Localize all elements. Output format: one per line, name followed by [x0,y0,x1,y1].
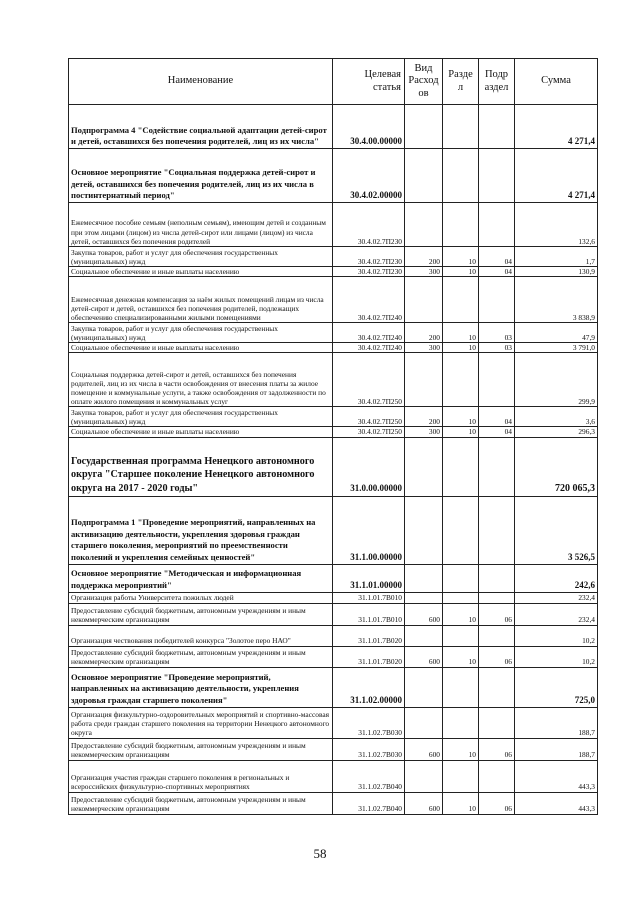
row-sum: 3 838,9 [515,277,598,323]
row-sum: 1,7 [515,247,598,267]
table-row [69,564,598,592]
row-sum: 232,4 [515,592,598,603]
row-name: Государственная программа Ненецкого автономного округа "Старшее поколение Ненецкого автономного округа на 2017 - 2020 годы" [69,437,333,496]
row-expense-type [405,564,443,592]
row-article: 30.4.02.00000 [333,149,405,203]
row-article: 30.4.02.7П240 [333,323,405,343]
row-article: 31.1.02.7В030 [333,738,405,760]
row-subsection [479,564,515,592]
row-article: 30.4.02.7П230 [333,203,405,247]
row-section: 10 [443,343,479,353]
table-row [69,323,598,343]
row-expense-type: 600 [405,738,443,760]
row-article: 30.4.02.7П230 [333,247,405,267]
row-subsection: 04 [479,267,515,277]
row-sum: 188,7 [515,738,598,760]
row-sum: 299,9 [515,353,598,407]
row-article: 30.4.02.7П250 [333,427,405,437]
row-name: Основное мероприятие "Социальная поддержка детей-сирот и детей, оставшихся без попечения родителей, лиц из их числа в постинтернатный период" [69,149,333,203]
table-row [69,277,598,323]
row-expense-type: 600 [405,646,443,667]
row-sum: 443,3 [515,760,598,792]
table-row [69,667,598,707]
table-row [69,343,598,353]
table-row [69,247,598,267]
row-section: 10 [443,792,479,814]
row-article: 31.1.01.00000 [333,564,405,592]
row-name: Основное мероприятие "Методическая и информационная поддержка мероприятий" [69,564,333,592]
row-subsection [479,496,515,564]
header-subsection: Подр аздел [479,59,515,105]
row-expense-type: 600 [405,792,443,814]
row-section [443,592,479,603]
row-subsection: 06 [479,792,515,814]
row-section [443,149,479,203]
row-subsection [479,353,515,407]
row-article: 30.4.02.7П230 [333,267,405,277]
row-sum: 3 526,5 [515,496,598,564]
row-subsection [479,437,515,496]
row-article: 30.4.02.7П240 [333,277,405,323]
row-sum: 3,6 [515,407,598,427]
row-expense-type [405,760,443,792]
row-subsection: 06 [479,603,515,625]
row-name: Организация физкультурно-оздоровительных мероприятий и спортивно-массовая работа среди граждан старшего поколения на территории Ненецкого автономного округа [69,707,333,738]
row-section [443,564,479,592]
row-section: 10 [443,603,479,625]
row-article: 31.1.02.7В040 [333,760,405,792]
row-subsection [479,707,515,738]
row-subsection: 06 [479,738,515,760]
row-name: Организация работы Университета пожилых людей [69,592,333,603]
row-expense-type [405,203,443,247]
row-sum: 296,3 [515,427,598,437]
row-sum: 10,2 [515,646,598,667]
row-article: 31.1.02.00000 [333,667,405,707]
row-section [443,105,479,149]
row-section [443,707,479,738]
row-name: Ежемесячная денежная компенсация за наём жилых помещений лицам из числа детей-сирот и детей, оставшихся без попечения родителей, подлежащих обеспечению специализированными жилыми помещениями [69,277,333,323]
budget-table-page [68,58,597,815]
table-header-row [69,59,598,105]
row-sum: 4 271,4 [515,105,598,149]
table-row [69,738,598,760]
row-name: Социальное обеспечение и иные выплаты населению [69,267,333,277]
row-expense-type: 200 [405,247,443,267]
row-expense-type: 600 [405,603,443,625]
row-article: 30.4.02.7П240 [333,343,405,353]
table-row [69,427,598,437]
row-article: 31.1.02.7В040 [333,792,405,814]
row-section [443,203,479,247]
row-subsection: 04 [479,427,515,437]
table-row [69,603,598,625]
page-number: 58 [313,846,327,861]
row-expense-type: 300 [405,343,443,353]
row-expense-type: 200 [405,407,443,427]
row-subsection: 03 [479,323,515,343]
row-expense-type [405,149,443,203]
header-article: Целевая статья [333,59,405,105]
row-sum: 232,4 [515,603,598,625]
row-name: Социальное обеспечение и иные выплаты населению [69,427,333,437]
row-subsection: 06 [479,646,515,667]
row-article: 30.4.00.00000 [333,105,405,149]
row-section: 10 [443,646,479,667]
row-sum: 10,2 [515,625,598,646]
row-subsection [479,149,515,203]
row-expense-type [405,437,443,496]
row-section [443,667,479,707]
row-article: 30.4.02.7П250 [333,353,405,407]
table-row [69,707,598,738]
row-name: Предоставление субсидий бюджетным, автономным учреждениям и иным некоммерческим организациям [69,603,333,625]
row-sum: 130,9 [515,267,598,277]
table-body [69,105,598,815]
row-article: 31.1.01.7В020 [333,646,405,667]
budget-table [68,58,598,815]
row-name: Предоставление субсидий бюджетным, автономным учреждениям и иным некоммерческим организациям [69,738,333,760]
row-expense-type [405,667,443,707]
table-row [69,149,598,203]
row-sum: 443,3 [515,792,598,814]
row-sum: 720 065,3 [515,437,598,496]
row-name: Закупка товаров, работ и услуг для обеспечения государственных (муниципальных) нужд [69,407,333,427]
row-name: Подпрограмма 1 "Проведение мероприятий, направленных на активизацию деятельности, укрепления здоровья граждан старшего поколения, мероприятий по преемственности поколений и укрепления семейных ценностей" [69,496,333,564]
table-row [69,407,598,427]
table-row [69,792,598,814]
row-article: 31.0.00.00000 [333,437,405,496]
row-expense-type [405,496,443,564]
row-article: 31.1.01.7В020 [333,625,405,646]
row-subsection [479,105,515,149]
row-expense-type: 300 [405,427,443,437]
header-name: Наименование [69,59,333,105]
row-name: Организация участия граждан старшего поколения в региональных и всероссийских физкультурно-спортивных мероприятиях [69,760,333,792]
row-article: 31.1.01.7В010 [333,603,405,625]
row-subsection [479,625,515,646]
row-expense-type [405,592,443,603]
row-name: Закупка товаров, работ и услуг для обеспечения государственных (муниципальных) нужд [69,323,333,343]
row-name: Подпрограмма 4 "Содействие социальной адаптации детей-сирот и детей, оставшихся без попечения родителей, лиц из их числа" [69,105,333,149]
row-name: Организация чествования победителей конкурса "Золотое перо НАО" [69,625,333,646]
table-row [69,646,598,667]
row-article: 30.4.02.7П250 [333,407,405,427]
row-subsection [479,760,515,792]
header-sum: Сумма [515,59,598,105]
row-section: 10 [443,427,479,437]
row-subsection [479,277,515,323]
table-row [69,625,598,646]
row-expense-type [405,625,443,646]
row-section: 10 [443,323,479,343]
row-section [443,760,479,792]
row-sum: 47,9 [515,323,598,343]
row-section [443,277,479,323]
row-article: 31.1.00.00000 [333,496,405,564]
row-sum: 132,6 [515,203,598,247]
row-expense-type [405,353,443,407]
row-name: Предоставление субсидий бюджетным, автономным учреждениям и иным некоммерческим организациям [69,792,333,814]
row-section: 10 [443,738,479,760]
row-name: Социальное обеспечение и иные выплаты населению [69,343,333,353]
table-row [69,203,598,247]
row-expense-type [405,707,443,738]
row-section: 10 [443,247,479,267]
table-row [69,760,598,792]
row-expense-type [405,105,443,149]
table-row [69,496,598,564]
row-sum: 188,7 [515,707,598,738]
header-expense-type: Вид Расход ов [405,59,443,105]
row-section [443,496,479,564]
row-subsection [479,592,515,603]
row-subsection: 04 [479,407,515,427]
row-expense-type [405,277,443,323]
row-subsection [479,667,515,707]
row-subsection [479,203,515,247]
row-name: Ежемесячное пособие семьям (неполным семьям), имеющим детей и созданным при этом лицами (лицом) из числа детей-сирот или лицами (лицом) из числа детей, оставшихся без попечения родителей [69,203,333,247]
row-section [443,437,479,496]
row-sum: 3 791,0 [515,343,598,353]
row-section [443,625,479,646]
table-row [69,267,598,277]
row-sum: 242,6 [515,564,598,592]
row-article: 31.1.02.7В030 [333,707,405,738]
row-name: Предоставление субсидий бюджетным, автономным учреждениям и иным некоммерческим организациям [69,646,333,667]
row-name: Основное мероприятие "Проведение мероприятий, направленных на активизацию деятельности, укрепления здоровья граждан старшего поколения" [69,667,333,707]
row-sum: 4 271,4 [515,149,598,203]
row-article: 31.1.01.7В010 [333,592,405,603]
row-section [443,353,479,407]
row-sum: 725,0 [515,667,598,707]
table-row [69,353,598,407]
header-section: Разде л [443,59,479,105]
table-row [69,437,598,496]
row-subsection: 03 [479,343,515,353]
row-section: 10 [443,407,479,427]
row-name: Закупка товаров, работ и услуг для обеспечения государственных (муниципальных) нужд [69,247,333,267]
table-row [69,592,598,603]
row-section: 10 [443,267,479,277]
row-name: Социальная поддержка детей-сирот и детей, оставшихся без попечения родителей, лиц из их числа в части освобождения от внесения платы за жилое помещение и коммунальные услуги, а также освобождения от задолженности по оплате жилого помещения и коммунальных услуг [69,353,333,407]
row-subsection: 04 [479,247,515,267]
row-expense-type: 200 [405,323,443,343]
table-row [69,105,598,149]
row-expense-type: 300 [405,267,443,277]
